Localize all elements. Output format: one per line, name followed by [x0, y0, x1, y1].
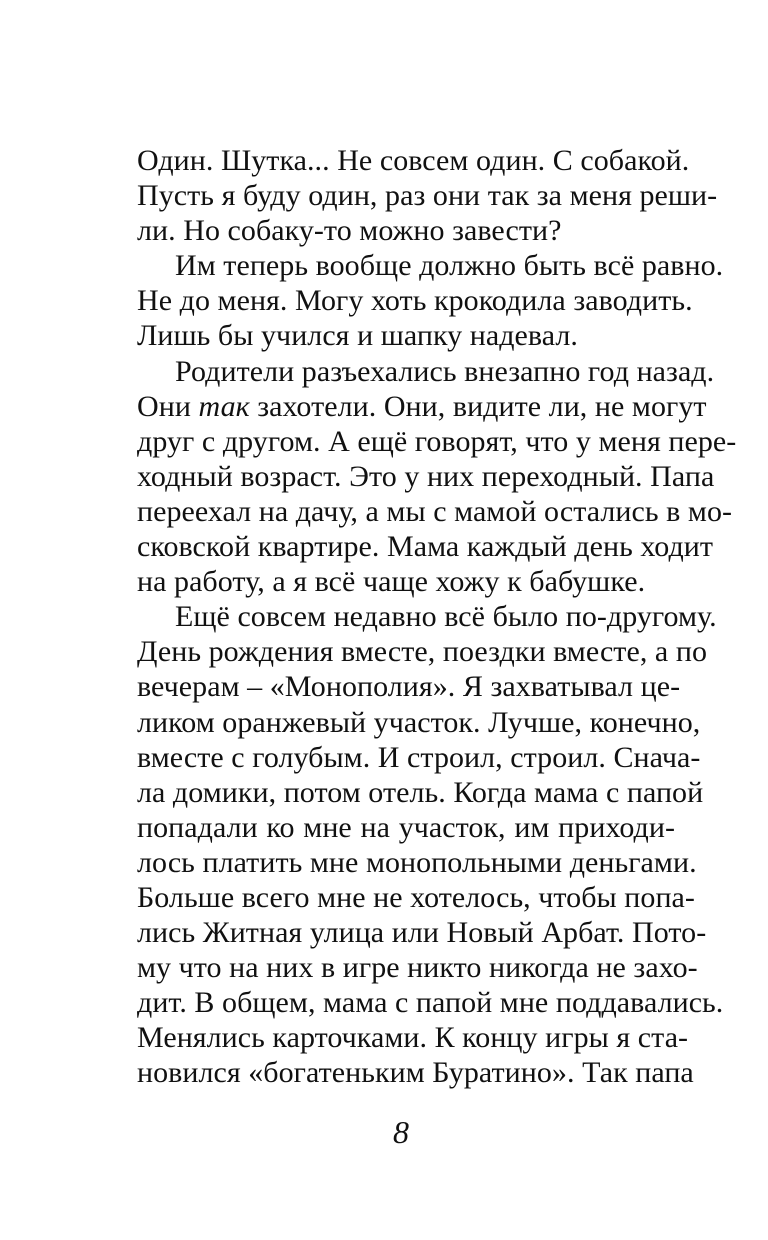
text-line: Ещё совсем недавно всё было по-другому.: [175, 600, 717, 634]
text-span: Они: [137, 389, 199, 423]
italic-emphasis: так: [198, 389, 250, 423]
body-text: [137, 143, 737, 1091]
text-line: вместе с голубым. И строил, строил. Снача-: [137, 740, 701, 774]
text-line: ликом оранжевый участок. Лучше, конечно,: [137, 705, 701, 739]
text-line: вечерам – «Монополия». Я захватывал це-: [137, 670, 681, 704]
text-line: Им теперь вообще должно быть всё равно.: [175, 249, 724, 283]
text-line: на работу, а я всё чаще хожу к бабушке.: [137, 565, 646, 599]
text-line: друг с другом. А ещё говорят, что у меня пере-: [137, 424, 737, 458]
text-line: ла домики, потом отель. Когда мама с папой: [137, 775, 704, 809]
text-line: лись Житная улица или Новый Арбат. Пото-: [137, 916, 707, 950]
text-line: му что на них в игре никто никогда не захо-: [137, 951, 698, 985]
text-line: Родители разъехались внезапно год назад.: [175, 354, 715, 388]
text-line: ходный возраст. Это у них переходный. Папа: [137, 459, 715, 493]
text-line: [137, 389, 707, 424]
text-line: попадали ко мне на участок, им приходи-: [137, 810, 675, 844]
text-span: захотели. Они, видите ли, не могут: [249, 389, 707, 423]
text-line: Лишь бы учился и шапку надевал.: [137, 319, 578, 353]
text-line: День рождения вместе, поездки вместе, а по: [137, 635, 708, 669]
text-line: новился «богатеньким Буратино». Так папа: [137, 1056, 694, 1090]
text-line: ли. Но собаку-то можно завести?: [137, 214, 562, 248]
text-line: Больше всего мне не хотелось, чтобы попа-: [137, 880, 695, 914]
text-line: сковской квартире. Мама каждый день ходит: [137, 530, 714, 564]
text-line: Один. Шутка... Не совсем один. С собакой.: [137, 144, 690, 177]
text-line: Пусть я буду один, раз они так за меня реши-: [137, 179, 718, 213]
text-line: переехал на дачу, а мы с мамой остались в мо-: [137, 494, 733, 528]
text-line: Не до меня. Могу хоть крокодила заводить.: [137, 284, 693, 318]
text-line: дит. В общем, мама с папой мне поддавались.: [137, 986, 724, 1020]
text-line: лось платить мне монопольными деньгами.: [137, 845, 697, 879]
text-line: Менялись карточками. К концу игры я ста-: [137, 1021, 689, 1055]
page-number: 8: [393, 1114, 409, 1150]
